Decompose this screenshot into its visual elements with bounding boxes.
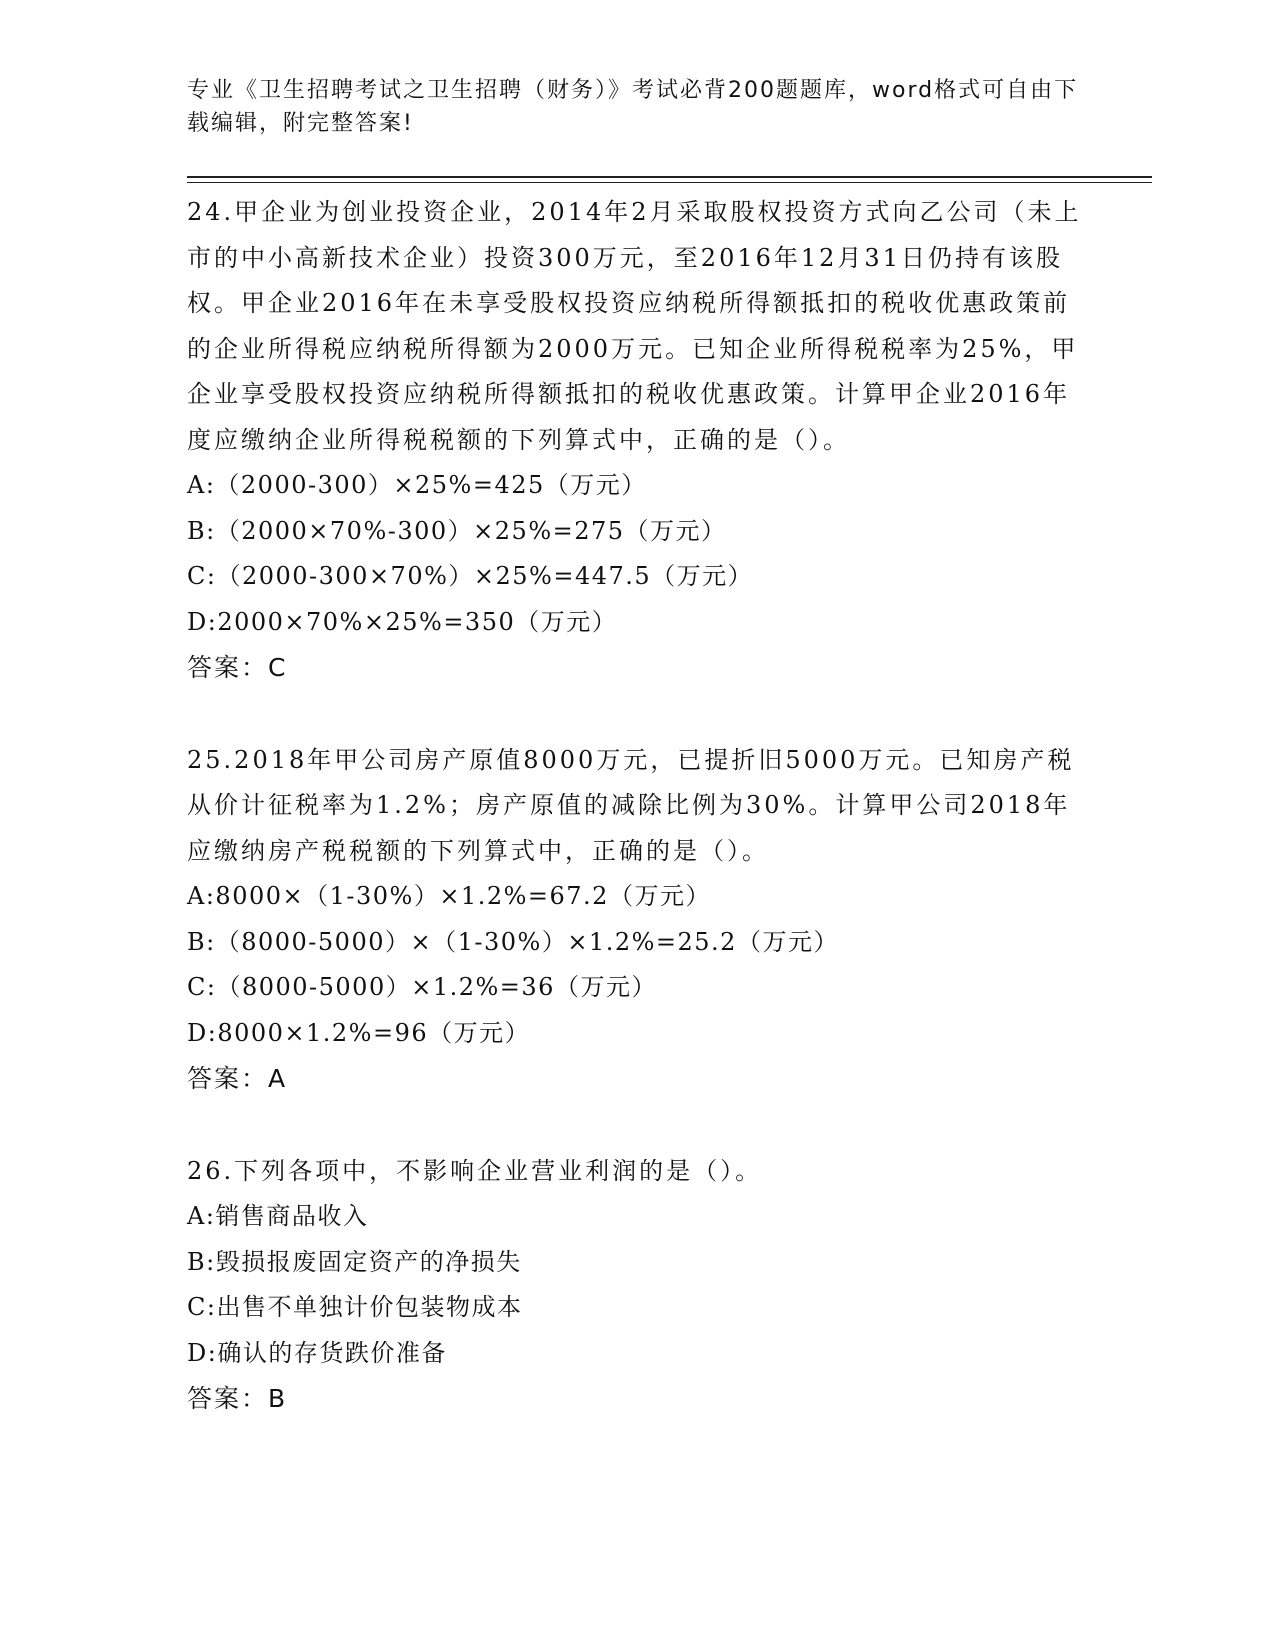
option-b: B:（2000×70%-300）×25%=275（万元） (187, 516, 727, 545)
question-text: 26.下列各项中，不影响企业营业利润的是（）。 (187, 1156, 763, 1185)
header-divider-thick (187, 176, 1152, 178)
option-c: C:出售不单独计价包装物成本 (187, 1293, 523, 1321)
option-c: C:（2000-300×70%）×25%=447.5（万元） (187, 562, 754, 590)
question-26 (187, 1149, 1087, 1422)
option-a: A:（2000-300）×25%=425（万元） (187, 471, 647, 499)
question-text: 24.甲企业为创业投资企业，2014年2月采取股权投资方式向乙公司（未上市的中小高新技术企业）投资300万元，至2016年12月31日仍持有该股权。甲企业2016年在未享受股权投资应纳税所得额抵扣的税收优惠政策前的企业所得税应纳税所得额为2000万元。已知企业所得税税率为25%，甲企业享受股权投资应纳税所得额抵扣的税收优惠政策。计算甲企业2016年度应缴纳企业所得税税额的下列算式中，正确的是（）。 (187, 198, 1082, 454)
answer-line: 答案：A (187, 1064, 288, 1093)
question-25 (187, 738, 1087, 1102)
question-gap (187, 691, 1087, 738)
option-d: D:2000×70%×25%=350（万元） (187, 607, 618, 636)
option-b: B:毁损报废固定资产的净损失 (187, 1247, 522, 1276)
header-divider-thin (187, 182, 1152, 183)
option-c: C:（8000-5000）×1.2%=36（万元） (187, 973, 657, 1001)
question-list (187, 190, 1087, 1422)
question-text: 25.2018年甲公司房产原值8000万元，已提折旧5000万元。已知房产税从价计征税率为1.2%；房产原值的减除比例为30%。计算甲公司2018年应缴纳房产税税额的下列算式中，正确的是（）。 (187, 745, 1075, 865)
answer-line: 答案：C (187, 653, 288, 682)
option-d: D:8000×1.2%=96（万元） (187, 1018, 531, 1047)
option-a: A:销售商品收入 (187, 1202, 369, 1230)
question-gap (187, 1102, 1087, 1149)
document-header: 专业《卫生招聘考试之卫生招聘（财务）》考试必背200题题库，word格式可自由下载编辑，附完整答案! (187, 78, 1079, 136)
option-a: A:8000×（1-30%）×1.2%=67.2（万元） (187, 882, 711, 910)
answer-line: 答案：B (187, 1384, 288, 1413)
option-b: B:（8000-5000）×（1-30%）×1.2%=25.2（万元） (187, 927, 839, 956)
question-24 (187, 190, 1087, 691)
option-d: D:确认的存货跌价准备 (187, 1338, 447, 1367)
